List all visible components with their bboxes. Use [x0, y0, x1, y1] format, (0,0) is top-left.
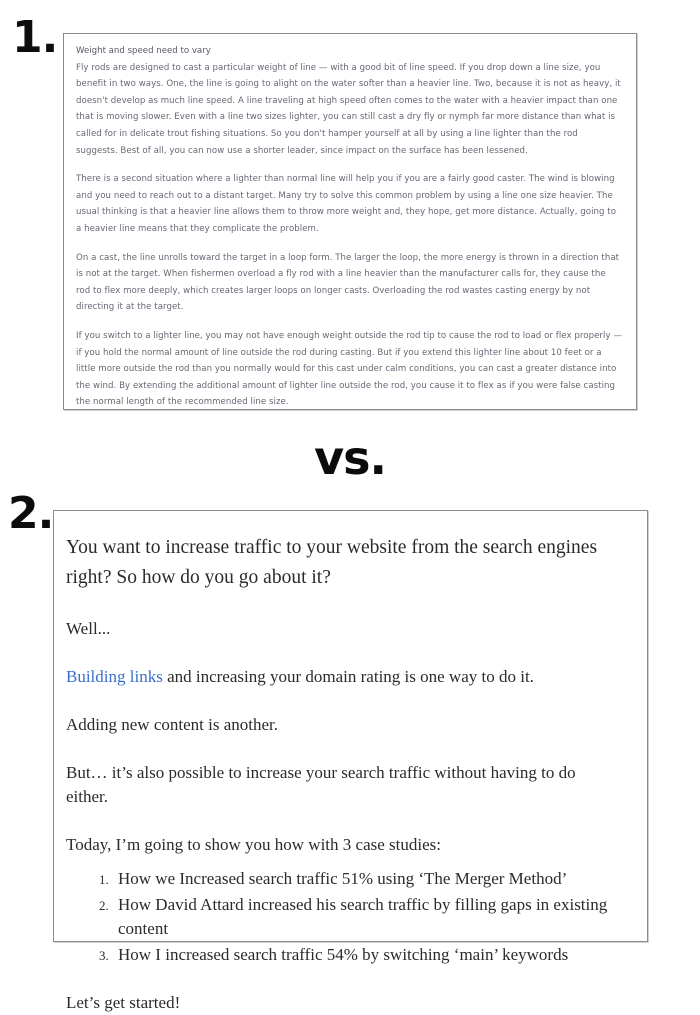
case-studies-list	[66, 867, 621, 967]
panel-one-heading: Weight and speed need to vary	[76, 46, 211, 56]
panel-two-well-paragraph: Well...	[66, 619, 111, 638]
panel-two-adding-paragraph: Adding new content is another.	[66, 715, 278, 734]
panel-two-link-paragraph-rest: and increasing your domain rating is one way to do it.	[162, 667, 534, 686]
comparison-label-one: 1.	[12, 12, 58, 63]
panel-two-but-paragraph: But… it’s also possible to increase your search traffic without having to do either.	[66, 763, 576, 806]
panel-one-paragraph: If you switch to a lighter line, you may not have enough weight outside the rod tip to cause the rod to load or flex properly — if you hold the normal amount of line outside the rod during casting. But if you extend this lighter line about 10 feet or a little more outside the rod than you normally would for this cast under calm conditions, you can cast a greater distance into the wind. By extending the additional amount of lighter line outside the rod, you cause it to flex as if you were false casting the normal length of the recommended line size.	[76, 330, 623, 408]
panel-two-today-paragraph: Today, I’m going to show you how with 3 case studies:	[66, 835, 441, 854]
list-item: 1. How we Increased search traffic 51% using ‘The Merger Method’	[112, 867, 621, 891]
panel-one-paragraph: On a cast, the line unrolls toward the target in a loop form. The larger the loop, the more energy is thrown in a direction that is not at the target. When fishermen overload a fly rod with a line heavier than the manufacturer calls for, they cause the rod to flex more deeply, which creates larger loops on longer casts. Overloading the rod wastes casting energy by not directing it at the target.	[76, 252, 620, 313]
panel-one-paragraph: There is a second situation where a lighter than normal line will help you if you are a fairly good caster. The wind is blowing and you need to reach out to a distant target. Many try to solve this common problem by using a line one size heavier. The usual thinking is that a heavier line allows them to throw more weight and, they hope, get more distance. Actually, going to a heavier line means that they complicate the problem.	[76, 174, 617, 234]
list-item: 3. How I increased search traffic 54% by switching ‘main’ keywords	[112, 943, 621, 967]
panel-two-link-paragraph	[66, 665, 621, 689]
versus-divider-label: vs.	[314, 431, 386, 485]
building-links-link[interactable]: Building links	[66, 667, 163, 686]
panel-two-lead-paragraph: You want to increase traffic to your website from the search engines right? So how do you go about it?	[66, 537, 598, 588]
list-item: 2. How David Attard increased his search traffic by filling gaps in existing content	[112, 893, 621, 941]
panel-readable-text-example	[53, 510, 648, 1012]
panel-dense-text-example	[63, 33, 637, 410]
comparison-label-two: 2.	[8, 488, 54, 539]
panel-one-paragraph: Fly rods are designed to cast a particular weight of line — with a good bit of line speed. If you drop down a line size, you benefit in two ways. One, the line is going to alight on the water softer than a heavier line. Two, because it is not as heavy, it doesn't develop as much line speed. A line traveling at high speed often comes to the water with a heavier impact than one that is moving slower. Even with a line two sizes lighter, you can still cast a dry fly or nymph far more distance than what is called for in delicate trout fishing situations. So you don't hamper yourself at all by using a line lighter than the rod suggests. Best of all, you can now use a shorter leader, since impact on the surface has been lessened.	[76, 62, 621, 156]
panel-two-closing-paragraph: Let’s get started!	[66, 993, 181, 1012]
